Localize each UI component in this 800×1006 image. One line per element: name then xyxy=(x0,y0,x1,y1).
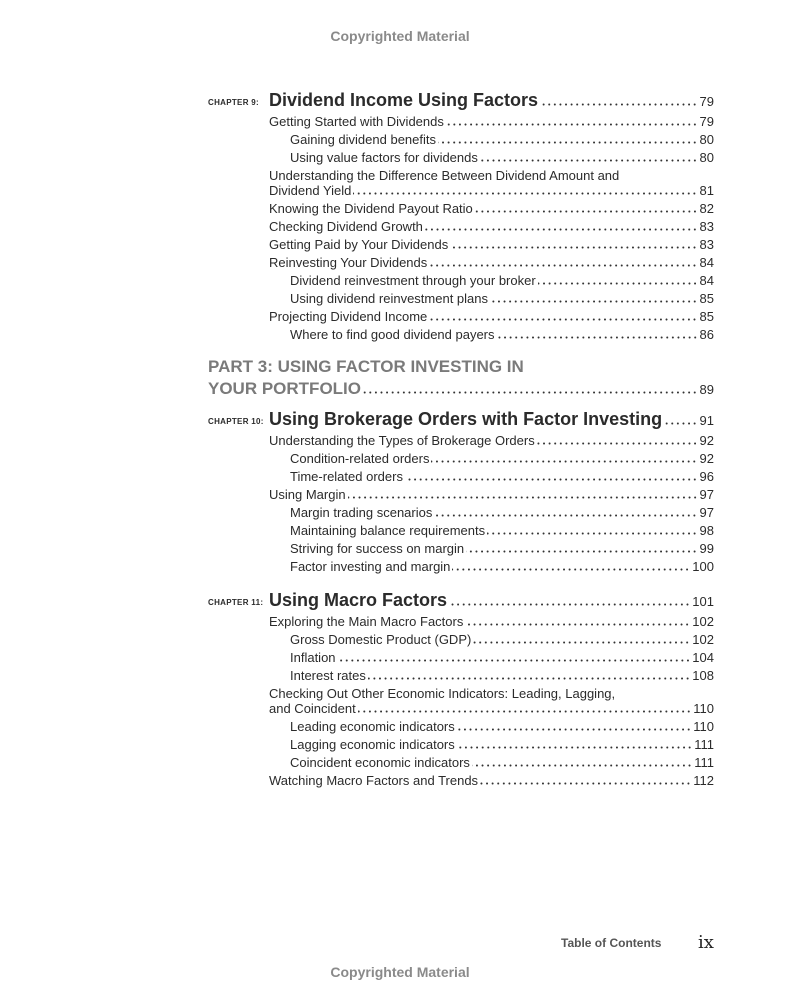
entry-title: Factor investing and margin xyxy=(290,559,451,574)
dot-leader xyxy=(452,561,690,571)
entry-title: Knowing the Dividend Payout Ratio xyxy=(269,201,473,216)
dot-leader xyxy=(457,721,691,731)
entry-title: Using value factors for dividends xyxy=(290,150,478,165)
entry-title: Using Brokerage Orders with Factor Investing xyxy=(269,409,663,429)
dot-leader xyxy=(438,134,698,144)
page-number: 89 xyxy=(699,382,714,397)
toc-entry[interactable] xyxy=(269,701,714,717)
chapter-label: CHAPTER 10: xyxy=(208,417,264,426)
page-number: 99 xyxy=(699,541,714,556)
page-number: 79 xyxy=(699,94,714,109)
page-number: 92 xyxy=(699,433,714,448)
dot-leader xyxy=(434,507,697,517)
entry-title: Lagging economic indicators xyxy=(290,737,455,752)
page-number: 102 xyxy=(692,614,714,629)
dot-leader xyxy=(540,96,697,106)
page-number: 108 xyxy=(692,668,714,683)
page-number: 104 xyxy=(692,650,714,665)
dot-leader xyxy=(368,670,690,680)
entry-title: Inflation xyxy=(290,650,336,665)
entry-title: Using Macro Factors xyxy=(269,590,448,610)
page-number: 91 xyxy=(699,413,714,428)
dot-leader xyxy=(353,185,697,195)
chapter-title[interactable] xyxy=(269,408,714,432)
part-heading-line1: PART 3: USING FACTOR INVESTING IN xyxy=(208,357,524,376)
page-number: 84 xyxy=(699,273,714,288)
dot-leader xyxy=(338,652,691,662)
entry-title: Getting Started with Dividends xyxy=(269,114,444,129)
toc-subentry[interactable] xyxy=(290,737,714,753)
entry-title: Time-related orders xyxy=(290,469,403,484)
toc-subentry[interactable] xyxy=(290,327,714,343)
toc-subentry[interactable] xyxy=(290,541,714,557)
page-number: 80 xyxy=(699,132,714,147)
entry-title: Margin trading scenarios xyxy=(290,505,433,520)
dot-leader xyxy=(348,489,698,499)
entry-title: Leading economic indicators xyxy=(290,719,455,734)
page-number: 79 xyxy=(699,114,714,129)
entry-title: YOUR PORTFOLIO xyxy=(208,379,361,398)
toc-entry[interactable] xyxy=(269,309,714,325)
page-number: 110 xyxy=(693,719,714,734)
page-number: 83 xyxy=(699,237,714,252)
page-number: 97 xyxy=(699,505,714,520)
dot-leader xyxy=(457,739,692,749)
entry-title: Gross Domestic Product (GDP) xyxy=(290,632,472,647)
entry-title: Exploring the Main Macro Factors xyxy=(269,614,464,629)
entry-title: Watching Macro Factors and Trends xyxy=(269,773,479,788)
dot-leader xyxy=(449,596,690,606)
toc-entry[interactable] xyxy=(269,773,714,789)
entry-title: Striving for success on margin xyxy=(290,541,465,556)
dot-leader xyxy=(358,703,692,713)
toc-subentry[interactable] xyxy=(290,505,714,521)
toc-entry[interactable] xyxy=(269,201,714,217)
entry-title: and Coincident xyxy=(269,701,356,716)
dot-leader xyxy=(473,634,690,644)
footer-label: Table of Contents xyxy=(561,936,662,950)
dot-leader xyxy=(429,257,697,267)
dot-leader xyxy=(472,757,692,767)
chapter-label: CHAPTER 11: xyxy=(208,598,264,607)
toc-subentry[interactable] xyxy=(290,273,714,289)
chapter-title[interactable] xyxy=(269,89,714,113)
toc-subentry[interactable] xyxy=(290,755,714,771)
page-number: 86 xyxy=(699,327,714,342)
page-number: 98 xyxy=(699,523,714,538)
dot-leader xyxy=(465,616,690,626)
page-number: 101 xyxy=(692,594,714,609)
toc-entry[interactable] xyxy=(269,114,714,130)
entry-title: Where to find good dividend payers xyxy=(290,327,495,342)
watermark-top: Copyrighted Material xyxy=(330,28,470,44)
dot-leader xyxy=(425,221,698,231)
toc-subentry[interactable] xyxy=(290,132,714,148)
page-number: 81 xyxy=(699,183,714,198)
entry-title-line1[interactable]: Checking Out Other Economic Indicators: Leading, Lagging, xyxy=(269,686,616,701)
toc-subentry[interactable] xyxy=(290,559,714,575)
page-number: 110 xyxy=(693,701,714,716)
dot-leader xyxy=(537,435,698,445)
entry-title: Using Margin xyxy=(269,487,346,502)
page-number: 111 xyxy=(694,737,714,752)
toc-subentry[interactable] xyxy=(290,719,714,735)
entry-title: Reinvesting Your Dividends xyxy=(269,255,428,270)
dot-leader xyxy=(475,203,698,213)
entry-title: Condition-related orders xyxy=(290,451,430,466)
toc-entry[interactable] xyxy=(269,433,714,449)
entry-title: Getting Paid by Your Dividends xyxy=(269,237,449,252)
toc-subentry[interactable] xyxy=(290,451,714,467)
page-number: 85 xyxy=(699,291,714,306)
dot-leader xyxy=(450,239,697,249)
watermark-bottom: Copyrighted Material xyxy=(330,964,470,980)
entry-title: Dividend Yield xyxy=(269,183,352,198)
page-number: 92 xyxy=(699,451,714,466)
toc-entry[interactable] xyxy=(269,487,714,503)
toc-entry[interactable] xyxy=(269,237,714,253)
dot-leader xyxy=(446,116,698,126)
page-number: 102 xyxy=(692,632,714,647)
toc-subentry[interactable] xyxy=(290,632,714,648)
toc-subentry[interactable] xyxy=(290,469,714,485)
toc-subentry[interactable] xyxy=(290,523,714,539)
dot-leader xyxy=(480,775,691,785)
dot-leader xyxy=(664,415,697,425)
entry-title: Interest rates xyxy=(290,668,366,683)
entry-title: Understanding the Types of Brokerage Orders xyxy=(269,433,535,448)
page-number: 96 xyxy=(699,469,714,484)
dot-leader xyxy=(480,152,698,162)
part-heading[interactable] xyxy=(208,379,714,400)
entry-title-line1[interactable]: Understanding the Difference Between Dividend Amount and xyxy=(269,168,620,183)
toc-subentry[interactable] xyxy=(290,291,714,307)
page-number: 85 xyxy=(699,309,714,324)
page-number: 112 xyxy=(693,773,714,788)
entry-title: Checking Dividend Growth xyxy=(269,219,423,234)
entry-title: Dividend reinvestment through your broker xyxy=(290,273,536,288)
dot-leader xyxy=(538,275,698,285)
dot-leader xyxy=(487,525,697,535)
dot-leader xyxy=(490,293,698,303)
dot-leader xyxy=(405,471,698,481)
toc-entry[interactable] xyxy=(269,219,714,235)
entry-title: Gaining dividend benefits xyxy=(290,132,436,147)
toc-entry[interactable] xyxy=(269,614,714,630)
page-number: 97 xyxy=(699,487,714,502)
entry-title: Maintaining balance requirements xyxy=(290,523,486,538)
toc-entry[interactable] xyxy=(269,255,714,271)
page-number: 82 xyxy=(699,201,714,216)
chapter-title[interactable] xyxy=(269,589,714,613)
entry-title: Using dividend reinvestment plans xyxy=(290,291,488,306)
page-number: 100 xyxy=(692,559,714,574)
page-number: 84 xyxy=(699,255,714,270)
entry-title: Dividend Income Using Factors xyxy=(269,90,539,110)
page-number: 111 xyxy=(694,755,714,770)
page-number: 83 xyxy=(699,219,714,234)
entry-title: Projecting Dividend Income xyxy=(269,309,428,324)
dot-leader xyxy=(429,311,697,321)
chapter-label: CHAPTER 9: xyxy=(208,98,260,107)
toc-subentry[interactable] xyxy=(290,668,714,684)
footer-page-number: ix xyxy=(698,932,714,953)
dot-leader xyxy=(466,543,697,553)
dot-leader xyxy=(363,384,698,394)
toc-subentry[interactable] xyxy=(290,150,714,166)
page-number: 80 xyxy=(699,150,714,165)
toc-entry[interactable] xyxy=(269,183,714,199)
entry-title: Coincident economic indicators xyxy=(290,755,470,770)
toc-subentry[interactable] xyxy=(290,650,714,666)
dot-leader xyxy=(497,329,698,339)
dot-leader xyxy=(431,453,697,463)
